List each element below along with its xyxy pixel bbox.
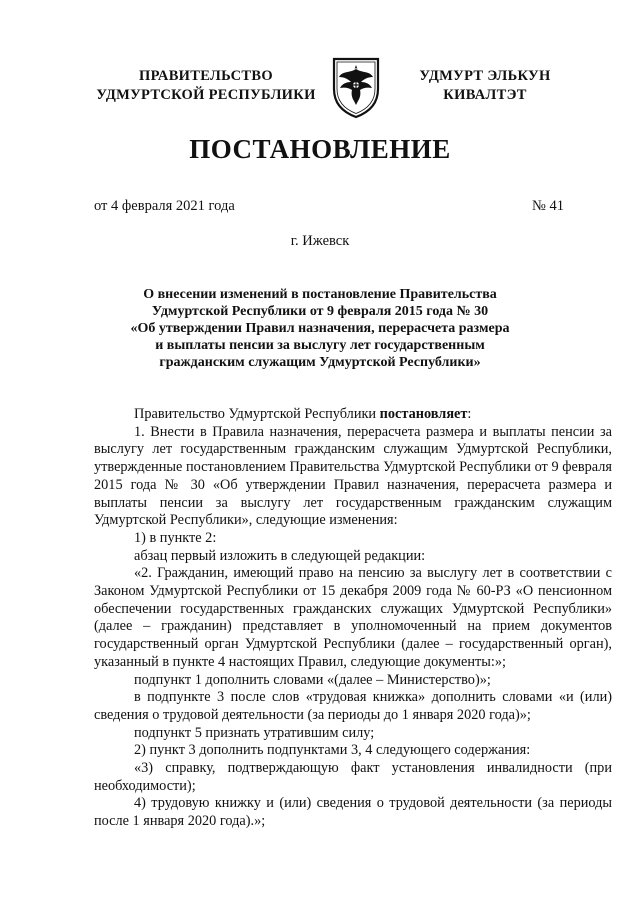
- body-paragraph: 2) пункт 3 дополнить подпунктами 3, 4 следующего содержания:: [134, 742, 531, 759]
- intro-tail: :: [467, 406, 472, 422]
- subject-line: Удмуртской Республики от 9 февраля 2015 года № 30: [151, 304, 489, 319]
- subject-line: «Об утверждении Правил назначения, перерасчета размера: [130, 321, 510, 336]
- udmurt-coat-of-arms-icon: [330, 55, 382, 119]
- header-left-line2: УДМУРТСКОЙ РЕСПУБЛИКИ: [96, 87, 316, 103]
- body-paragraph: абзац первый изложить в следующей редакции:: [134, 547, 426, 564]
- subject-line: и выплаты пенсии за выслугу лет государственным: [155, 338, 485, 353]
- document-body: [94, 406, 612, 831]
- intro-paragraph: [94, 406, 612, 424]
- body-paragraph: в подпункте 3 после слов «трудовая книжка» дополнить словами «и (или) сведения о трудовой деятельности (за периоды до 1 января 2020 года)»;: [94, 689, 612, 723]
- body-paragraph: 1) в пункте 2:: [134, 529, 217, 546]
- intro-bold: постановляет: [379, 406, 468, 422]
- body-paragraph: 4) трудовую книжку и (или) сведения о трудовой деятельности (за периоды после 1 января 2020 года).»;: [94, 795, 612, 830]
- subject-line: О внесении изменений в постановление Правительства: [143, 287, 497, 302]
- body-paragraph: подпункт 5 признать утратившим силу;: [134, 724, 375, 741]
- government-name-udmurt: [414, 67, 556, 105]
- subject-line: гражданским служащим Удмуртской Республики»: [159, 355, 481, 370]
- document-title: ПОСТАНОВЛЕНИЕ: [189, 134, 451, 164]
- document-date: от 4 февраля 2021 года: [94, 198, 235, 214]
- body-paragraph: 1. Внести в Правила назначения, перерасчета размера и выплаты пенсии за выслугу лет государственным гражданским служащим Удмуртской Республики, утвержденные постановлением Правительства Удмуртской Республики от 9 февраля 2015 года № 30 «Об утверждении Правил назначения, перерасчета размера и выплаты пенсии за выслугу лет государственным гражданским служащим Удмуртской Республики», следующие изменения:: [94, 423, 612, 529]
- intro-text: Правительство Удмуртской Республики: [134, 406, 380, 422]
- header-left-line1: ПРАВИТЕЛЬСТВО: [139, 68, 273, 84]
- body-paragraph: подпункт 1 дополнить словами «(далее – Министерство)»;: [134, 671, 491, 688]
- government-name-russian: [88, 67, 324, 105]
- document-city: г. Ижевск: [290, 233, 350, 249]
- header-right-line1: УДМУРТ ЭЛЬКУН: [419, 68, 551, 84]
- body-paragraph: «3) справку, подтверждающую факт установления инвалидности (при необходимости);: [94, 760, 612, 794]
- header-right-line2: КИВАЛТЭТ: [443, 87, 527, 103]
- document-subject: [100, 286, 540, 371]
- body-paragraph: «2. Гражданин, имеющий право на пенсию за выслугу лет в соответствии с Законом Удмуртской Республики от 15 декабря 2009 года № 60-РЗ «О пенсионном обеспечении государственных гражданских служащих Удмуртской Республики» (далее – гражданин) представляет в уполномоченный на прием документов государственный орган Удмуртской Республики (далее – государственный орган), указанный в пункте 4 настоящих Правил, следующие документы:»;: [94, 565, 612, 670]
- document-number: № 41: [532, 198, 564, 214]
